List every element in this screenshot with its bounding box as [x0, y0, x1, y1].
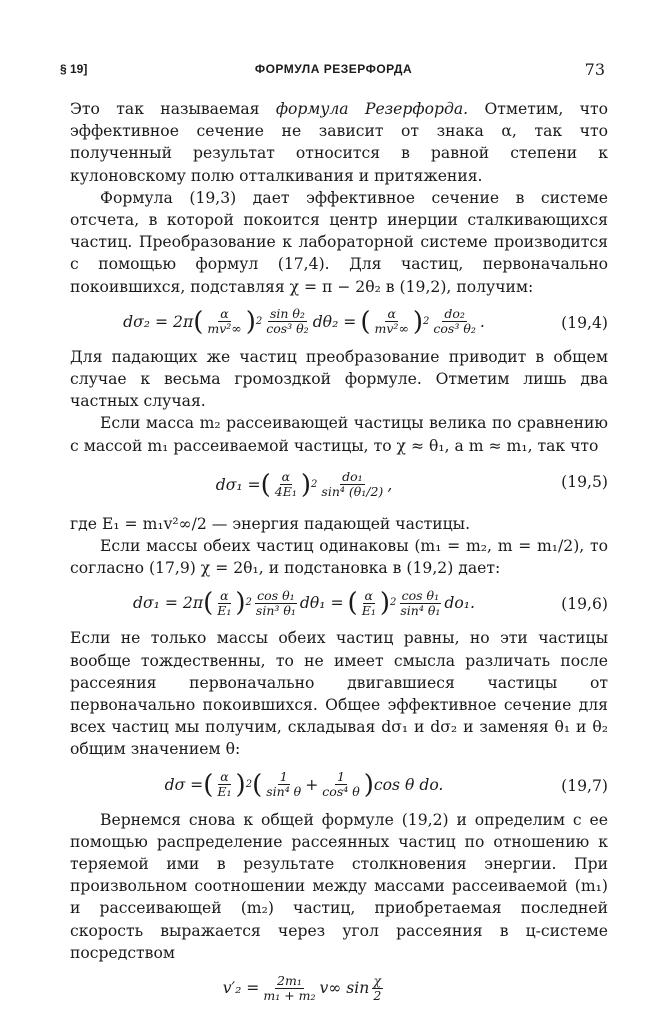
paragraph-energy-definition: где E₁ = m₁v²∞/2 — энергия падающей частицы. — [70, 514, 471, 533]
equation-19-4: dσ₂ = 2π ( $\frac{\alpha}{\text{mv²∞}}$ ) 2 $\frac{\text{sin θ₂}}{\text{cos³ θ₂}}$ dθ₂ = ( $\frac{\alpha}{\text{mv²∞}}$ ) 2 $\frac{\text{do₂}}{\text{cos³ θ₂}}$ . (19,4) — [123, 306, 608, 337]
paragraph-equal-masses: Если массы обеих частиц одинаковы (m₁ = m₂, m = m₁/2), то согласно (17,9) χ = 2θ₁, и подстановка в (19,2) дает: — [70, 537, 608, 578]
page-body — [70, 98, 608, 1012]
paragraph-incident-particles: Для падающих же частиц преобразование приводит в общем случае к весьма громоздкой формуле. Отметим лишь два частных случая. — [70, 347, 608, 411]
paragraph-energy-distribution: Вернемся снова к общей формуле (19,2) и определим с ее помощью распределение рассеянных частиц по отношению к теряемой ими в результате столкновения энергии. При произвольном соотношении между массами рассеиваемой (m₁) и рассеивающей (m₂) частиц, приобретаемая последней скорость выражается через угол рассеяния в ц-системе посредством — [70, 810, 608, 962]
paragraph-transformation: Формула (19,3) дает эффективное сечение в системе отсчета, в которой покоится центр инерции сталкивающихся частиц. Преобразование к лабораторной системе производится с помощью формул (17,4). Для частиц, первоначально покоившихся, подставляя χ = π − 2θ₂ в (19,2), получим: — [70, 188, 608, 296]
section-marker: § 19] — [60, 62, 88, 76]
paragraph-heavy-target: Если масса m₂ рассеивающей частицы велика по сравнению с массой m₁ рассеиваемой частицы, то χ ≈ θ₁, а m ≈ m₁, так что — [70, 414, 608, 455]
equation-19-7: dσ = ( $\frac{\alpha}{\text{E₁}}$ ) 2 ( $\frac{1}{\text{sin⁴ θ}}$ + $\frac{1}{\text{cos⁴ θ}}$ ) cos θ do. (19,7) — [164, 769, 608, 800]
paragraph-identical-particles: Если не только массы обеих частиц равны, но эти частицы вообще тождественны, то не имеет смысла различать после рассеяния первоначально двигавшиеся частицы от первоначально покоившихся. Общее эффективное сечение для всех частиц мы получим, складывая dσ₁ и dσ₂ и заменяя θ₁ и θ₂ общим значением θ: — [70, 629, 608, 759]
paragraph-rutherford-formula: Это так называемая формула Резерфорда. Отметим, что эффективное сечение не зависит от знака α, так что полученный результат относится в равной степени к кулоновскому полю отталкивания и притяжения. — [70, 100, 608, 185]
equation-number: (19,7) — [561, 776, 608, 795]
equation-number: (19,5) — [561, 472, 608, 491]
equation-19-6: dσ₁ = 2π ( $\frac{\alpha}{\text{E₁}}$ ) 2 $\frac{\text{cos θ₁}}{\text{sin³ θ₁}}$ dθ₁ = ( $\frac{\alpha}{\text{E₁}}$ ) 2 $\frac{\text{cos θ₁}}{\text{sin⁴ θ₁}}$ do₁. (19,6) — [133, 587, 608, 619]
term-rutherford-formula: формула Резерфорда. — [275, 100, 469, 118]
equation-number: (19,4) — [561, 313, 608, 332]
equation-19-5: dσ₁ = ( $\frac{\alpha}{\text{4E₁}}$ ) 2 $\frac{\text{do₁}}{\text{sin⁴ (θ₁/2)}}$ , (19,5) — [215, 469, 608, 500]
equation-velocity: v′₂ = $\frac{\text{2m₁}}{\text{m₁ + m₂}}$ v∞ sin $\frac{\chi}{2}$ — [222, 972, 382, 1003]
equation-number: (19,6) — [561, 595, 608, 614]
page-number: 73 — [584, 60, 605, 79]
running-title: ФОРМУЛА РЕЗЕРФОРДА — [254, 62, 413, 76]
running-header — [0, 62, 667, 82]
